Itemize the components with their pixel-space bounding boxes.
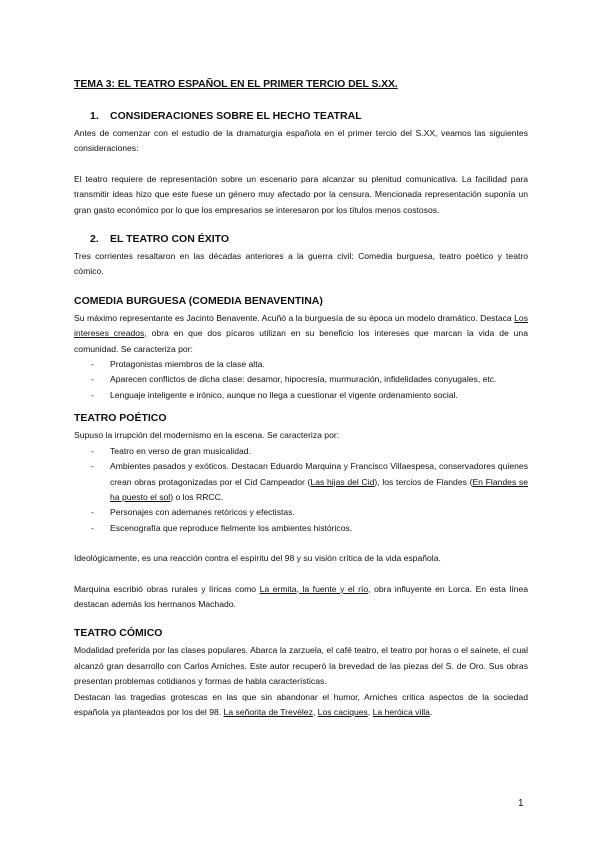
teatro-poetico-list xyxy=(74,444,528,536)
list-item: - Ambientes pasados y exóticos. Destacan Eduardo Marquina y Francisco Villaespesa, conservadores quienes crean obras protagonizadas por el Cid Campeador (Las hijas del Cid), los tercios de Flandes (En Flandes se ha puesto el sol) o los RRCC. xyxy=(74,459,528,505)
work-title-los-caciques: Los caciques xyxy=(317,706,368,717)
list-item: - Lenguaje inteligente e irónico, aunque no llega a cuestionar el vigente ordenamiento social. xyxy=(74,388,528,403)
comedia-burguesa-heading: COMEDIA BURGUESA (COMEDIA BENAVENTINA) xyxy=(74,294,323,307)
document-title: TEMA 3: EL TEATRO ESPAÑOL EN EL PRIMER TERCIO DEL S.XX. xyxy=(74,78,398,90)
work-title-en-flandes: En Flandes se ha puesto el sol xyxy=(110,476,529,502)
section-1-heading xyxy=(74,110,528,122)
work-title-las-hijas-del-cid: Las hijas del Cid xyxy=(310,476,375,487)
teatro-comico-paragraph: Modalidad preferida por las clases populares. Abarca la zarzuela, el café teatro, el teatro por horas o el sainete, el cual alcanzó gran desarrollo con Carlos Arniches. Este autor recuperó la brevedad de las piezas del S. de Oro. Sus obras presentan problemas cotidianos y formas de habla características. xyxy=(74,645,528,687)
teatro-poetico-ideology: Ideológicamente, es una reacción contra el espíritu del 98 y su visión crítica de la vida española. xyxy=(74,553,441,564)
section-2-number: 2. xyxy=(90,233,99,246)
list-item: - Teatro en verso de gran musicalidad. xyxy=(74,444,528,459)
list-item: - Personajes con ademanes retóricos y efectistas. xyxy=(74,505,528,520)
teatro-poetico-heading: TEATRO POÉTICO xyxy=(74,412,167,425)
list-item: - Protagonistas miembros de la clase alta. xyxy=(74,357,528,372)
work-title-la-ermita: La ermita, la fuente y el río xyxy=(259,583,369,594)
comedia-burguesa-list xyxy=(74,357,528,403)
section-2-title: EL TEATRO CON ÉXITO xyxy=(110,233,230,246)
section-2-heading xyxy=(74,233,528,245)
list-item: - Escenografía que reproduce fielmente los ambientes históricos. xyxy=(74,521,528,536)
teatro-comico-heading: TEATRO CÓMICO xyxy=(74,627,163,640)
work-title-la-senorita-de-trevelez: La señorita de Trevélez xyxy=(223,706,313,717)
list-item: - Aparecen conflictos de dicha clase: desamor, hipocresía, murmuración, infidelidades conyugales, etc. xyxy=(74,372,528,387)
section-1-number: 1. xyxy=(90,110,99,122)
document-page xyxy=(74,70,528,720)
work-title-los-intereses-creados: Los intereses creados xyxy=(74,312,528,339)
work-title-la-heroica-villa: La heróica villa xyxy=(372,706,430,717)
teatro-comico-tragedias: Destacan las tragedias grotescas en las que sin abandonar el humor, Arniches critica aspectos de la sociedad española ya planteados por los del 98. La señorita de Trevélez, Los caciques, La heróica villa. xyxy=(74,691,528,717)
section-1-title: CONSIDERACIONES SOBRE EL HECHO TEATRAL xyxy=(110,110,362,122)
comedia-burguesa-paragraph: Su máximo representante es Jacinto Benavente. Acuñó a la burguesía de su época un modelo dramático. Destaca Los intereses creados, obra en que dos pícaros utilizan en su beneficio los intereses que marcan la vida de una comunidad. Se caracteriza por: xyxy=(74,312,528,354)
teatro-poetico-intro: Supuso la irrupción del modernismo en la escena. Se caracteriza por: xyxy=(74,430,340,441)
section-1-paragraph: El teatro requiere de representación sobre un escenario para alcanzar su plenitud comunicativa. La facilidad para transmitir ideas hizo que este fuese un género muy afectado por la censura. Mencionada representación suponía un gran gasto económico por lo que los empresarios se interesaron por los títulos menos costosos. xyxy=(74,173,528,215)
page-number: 1 xyxy=(518,798,524,809)
section-1-intro: Antes de comenzar con el estudio de la dramaturgia española en el primer tercio del S.XX, veamos las siguientes consideraciones: xyxy=(74,128,528,154)
section-2-intro: Tres corrientes resaltaron en las décadas anteriores a la guerra civil: Comedia burguesa, teatro poético y teatro cómico. xyxy=(74,251,528,277)
teatro-poetico-marquina: Marquina escribió obras rurales y líricas como La ermita, la fuente y el río, obra influyente en Lorca. En esta línea destacan además los hermanos Machado. xyxy=(74,583,529,609)
